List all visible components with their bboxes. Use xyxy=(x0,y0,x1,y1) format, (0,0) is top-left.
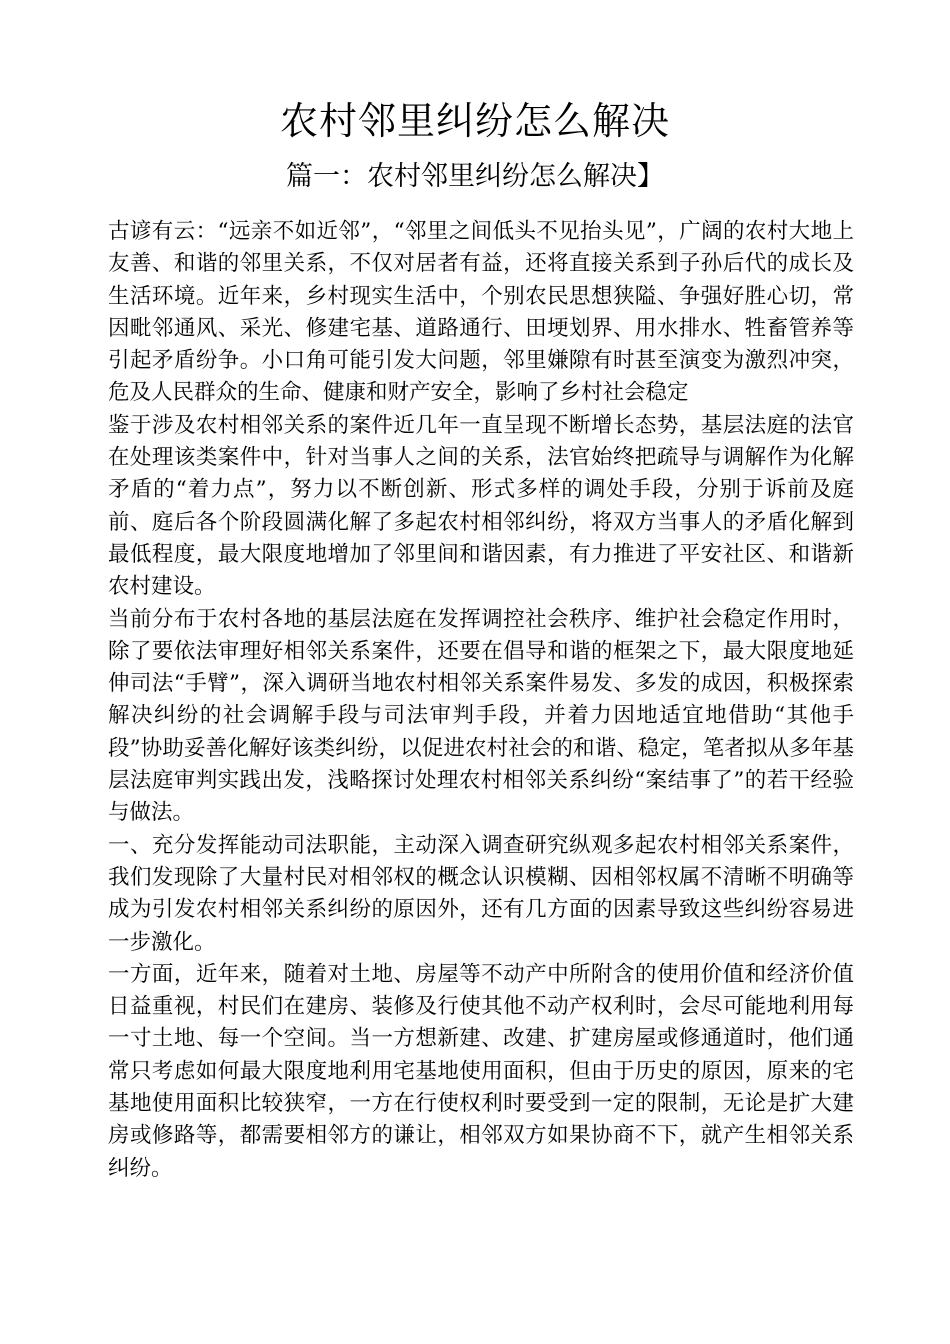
document-title: 农村邻里纠纷怎么解决 xyxy=(279,99,670,143)
document-subtitle: 篇一：农村邻里纠纷怎么解决】 xyxy=(286,161,664,192)
paragraph-4: 一、充分发挥能动司法职能，主动深入调查研究纵观多起农村相邻关系案件，我们发现除了大量村民对相邻权的概念认识模糊、因相邻权属不清晰不明确等成为引发农村相邻关系纠纷的原因外，还有几方面的因素导致这些纠纷容易进一步激化。 xyxy=(108,832,854,955)
paragraph-1: 古谚有云：“远亲不如近邻”，“邻里之间低头不见抬头见”，广阔的农村大地上友善、和谐的邻里关系，不仅对居者有益，还将直接关系到子孙后代的成长及生活环境。近年来，乡村现实生活中，个别农民思想狭隘、争强好胜心切，常因毗邻通风、采光、修建宅基、道路通行、田埂划界、用水排水、牲畜管养等引起矛盾纷争。小口角可能引发大问题，邻里嫌隙有时甚至演变为激烈冲突，危及人民群众的生命、健康和财产安全，影响了乡村社会稳定 xyxy=(108,219,854,406)
paragraph-5: 一方面，近年来，随着对土地、房屋等不动产中所附含的使用价值和经济价值日益重视，村民们在建房、装修及行使其他不动产权利时，会尽可能地利用每一寸土地、每一个空间。当一方想新建、改建、扩建房屋或修通道时，他们通常只考虑如何最大限度地利用宅基地使用面积，但由于历史的原因，原来的宅基地使用面积比较狭窄，一方在行使权利时要受到一定的限制，无论是扩大建房或修路等，都需要相邻方的谦让，相邻双方如果协商不下，就产生相邻关系纠纷。 xyxy=(108,961,854,1181)
paragraph-2: 鉴于涉及农村相邻关系的案件近几年一直呈现不断增长态势，基层法庭的法官在处理该类案件中，针对当事人之间的关系，法官始终把疏导与调解作为化解矛盾的“着力点”，努力以不断创新、形式多样的调处手段，分别于诉前及庭前、庭后各个阶段圆满化解了多起农村相邻纠纷，将双方当事人的矛盾化解到最低程度，最大限度地增加了邻里间和谐因素，有力推进了平安社区、和谐新农村建设。 xyxy=(108,412,854,600)
document-body xyxy=(108,216,854,1185)
paragraph-3: 当前分布于农村各地的基层法庭在发挥调控社会秩序、维护社会稳定作用时，除了要依法审理好相邻关系案件，还要在倡导和谐的框架之下，最大限度地延伸司法“手臂”，深入调研当地农村相邻关系案件易发、多发的成因，积极探索解决纠纷的社会调解手段与司法审判手段，并着力因地适宜地借助“其他手段”协助妥善化解好该类纠纷，以促进农村社会的和谐、稳定，笔者拟从多年基层法庭审判实践出发，浅略探讨处理农村相邻关系纠纷“案结事了”的若干经验与做法。 xyxy=(108,606,854,826)
